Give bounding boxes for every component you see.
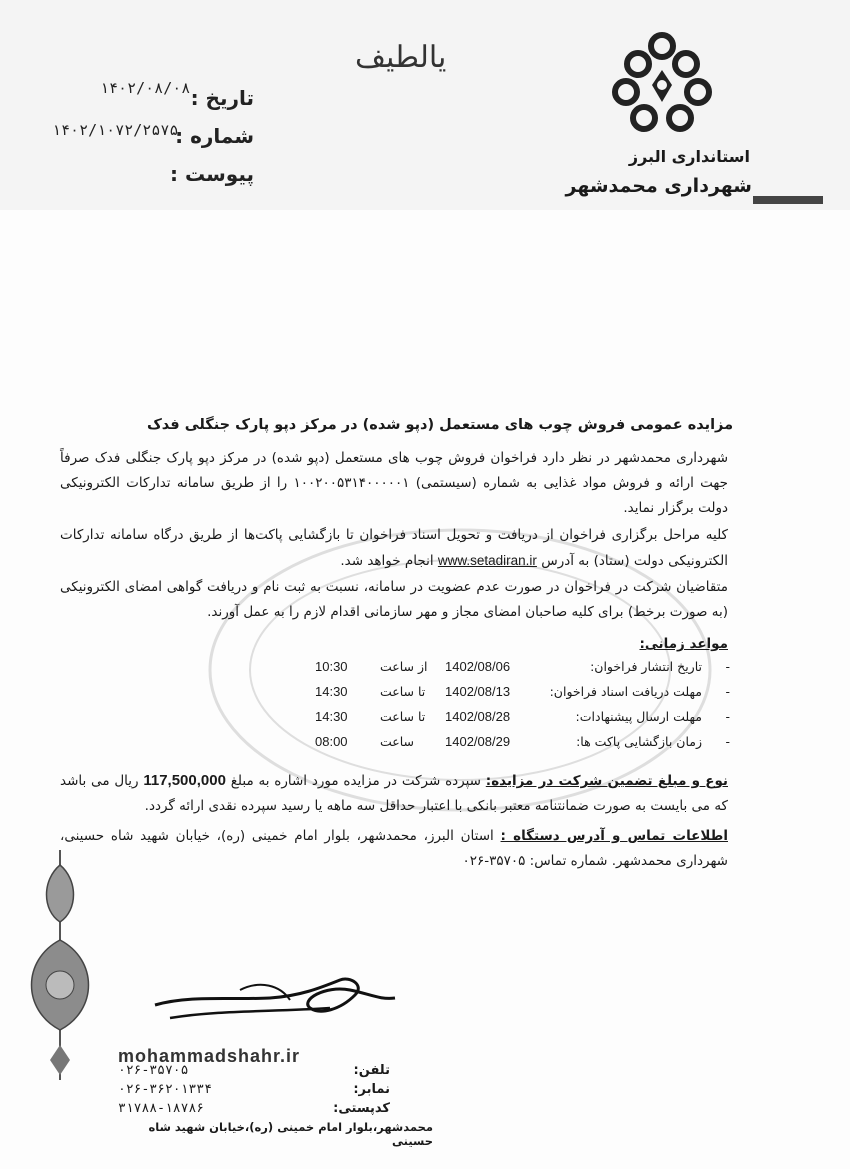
schedule-label: تاریخ انتشار فراخوان:: [590, 659, 702, 674]
schedule-row: - مهلت دریافت اسناد فراخوان: 1402/08/13 تا ساعت 14:30: [315, 684, 730, 699]
footer-postal: [118, 1101, 428, 1121]
schedule-time: 14:30: [315, 684, 348, 699]
municipality-logo: [612, 30, 712, 138]
schedule-date: 1402/08/06: [445, 659, 511, 674]
schedule-row: - زمان بازگشایی پاکت ها: 1402/08/29 ساعت 08:00: [315, 734, 730, 749]
org-municipality: شهرداری محمدشهر: [565, 175, 752, 197]
contact-label: اطلاعات تماس و آدرس دستگاه :: [500, 828, 728, 844]
schedule-date: 1402/08/29: [445, 734, 511, 749]
phone-label: تلفن:: [353, 1063, 390, 1078]
org-province: استانداری البرز: [628, 147, 750, 166]
website-url[interactable]: mohammadshahr.ir: [118, 1046, 301, 1066]
schedule-title: [60, 632, 728, 657]
postal-label: کدپستی:: [333, 1101, 390, 1116]
procedure-text: کلیه مراحل برگزاری فراخوان از دریافت و تحویل اسناد فراخوان تا بازگشایی پاکت‌ها از طریق درگاه سامانه تدارکات الکترونیکی دولت (ستاد) به آدرس: [60, 527, 728, 569]
schedule-time-prefix: از ساعت: [380, 659, 428, 674]
schedule-label: زمان بازگشایی پاکت ها:: [576, 734, 702, 749]
procedure-text-end: انجام خواهد شد.: [340, 553, 434, 569]
guarantee-label: نوع و مبلغ تضمین شرکت در مزایده:: [485, 773, 728, 789]
guarantee-text: سپرده شرکت در مزایده مورد اشاره به مبلغ: [230, 773, 481, 789]
schedule-time-prefix: تا ساعت: [380, 709, 426, 724]
schedule-time-prefix: تا ساعت: [380, 684, 426, 699]
procedure-paragraph: [60, 523, 728, 574]
contact-paragraph: [60, 824, 728, 874]
schedule-row: - مهلت ارسال پیشنهادات: 1402/08/28 تا ساعت 14:30: [315, 709, 730, 724]
postal-value: ۳۱۷۸۸-۱۸۷۸۶: [118, 1101, 205, 1116]
date-value: ۱۴۰۲/۰۸/۰۸: [100, 79, 191, 97]
schedule-time: 14:30: [315, 709, 348, 724]
signature: [150, 960, 400, 1040]
guarantee-amount: 117,500,000: [143, 772, 226, 789]
letterhead-bar: [753, 196, 823, 204]
intro-paragraph: شهرداری محمدشهر در نظر دارد فراخوان فروش چوب های مستعمل (دپو شده) در مرکز دپو پارک جنگلی فدک صرفاً جهت ارائه و فروش مواد غذایی به شماره (سیستمی) ۱۰۰۲۰۰۵۳۱۴۰۰۰۰۰۱ را از طریق سامانه تدارکات الکترونیکی دولت برگزار نماید.: [60, 450, 728, 516]
footer-phone: [118, 1063, 428, 1083]
letter-invocation: یالطیف: [355, 40, 447, 75]
phone-value: ۰۲۶-۳۵۷۰۵: [118, 1063, 189, 1078]
fax-value: ۰۲۶-۳۶۲۰۱۳۳۴: [118, 1082, 212, 1097]
guarantee-paragraph: [60, 768, 728, 819]
schedule-time: 10:30: [315, 659, 348, 674]
date-label: تاریخ :: [190, 86, 254, 110]
attachment-label: پیوست :: [169, 162, 254, 186]
guarantee-text-end: ریال می باشد که می بایست به صورت ضمانتنامه معتبر بانکی با اعتبار حداقل سه ماهه یا رسید سپرده نقدی ارائه گردد.: [60, 773, 728, 814]
schedule-time-prefix: ساعت: [380, 734, 415, 749]
number-label: شماره :: [175, 124, 254, 148]
footer-fax: [118, 1082, 428, 1102]
fax-label: نمابر:: [353, 1082, 390, 1097]
schedule-time: 08:00: [315, 734, 348, 749]
schedule-list: [80, 659, 730, 759]
schedule-label: مهلت دریافت اسناد فراخوان:: [549, 684, 702, 699]
schedule-label: مهلت ارسال پیشنهادات:: [575, 709, 702, 724]
schedule-title-text: مواعد زمانی:: [639, 636, 728, 652]
registration-paragraph: متقاضیان شرکت در فراخوان در صورت عدم عضویت در سامانه، نسبت به ثبت نام و دریافت گواهی امضای الکترونیکی (به صورت برخط) برای کلیه صاحبان امضای مجاز و مهر سازمانی اقدام لازم را به عمل آورند.: [60, 579, 728, 620]
schedule-row: - تاریخ انتشار فراخوان: 1402/08/06 از ساعت 10:30: [315, 659, 730, 674]
number-value: ۱۴۰۲/۱۰۷۲/۲۵۷۵: [52, 121, 179, 139]
announcement-heading: مزایده عمومی فروش چوب های مستعمل (دپو شده) در مرکز دپو پارک جنگلی فدک: [146, 417, 734, 433]
setad-url-link[interactable]: www.setadiran.ir: [437, 553, 537, 568]
ornament-decoration: [16, 850, 104, 1080]
footer-address: محمدشهر،بلوار امام خمینی (ره)،خیابان شهید شاه حسینی: [148, 1120, 433, 1148]
contact-text: استان البرز، محمدشهر، بلوار امام خمینی (ره)، خیابان شهید شاه حسینی، شهرداری محمدشهر. شماره تماس: ۳۵۷۰۵-۰۲۶: [60, 828, 728, 869]
schedule-date: 1402/08/28: [445, 709, 511, 724]
schedule-date: 1402/08/13: [445, 684, 511, 699]
